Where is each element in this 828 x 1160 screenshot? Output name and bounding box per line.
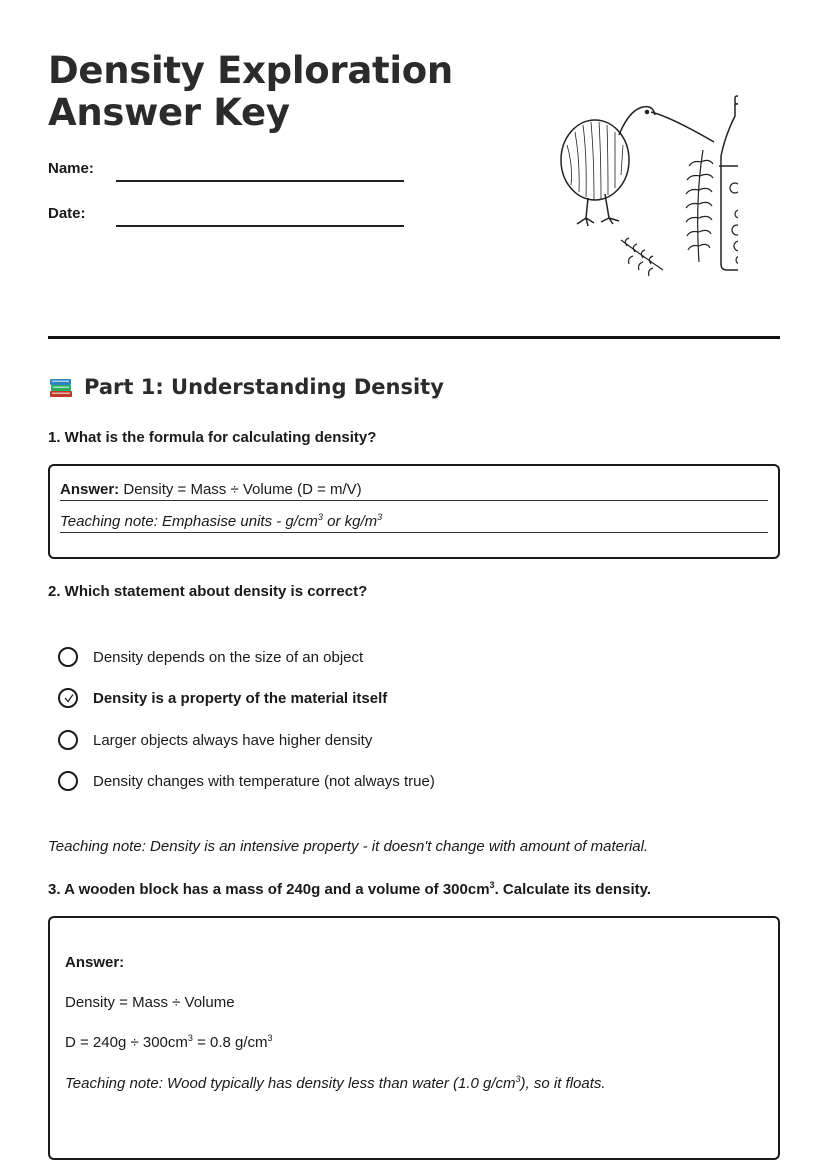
q2-teaching-note: Teaching note: Density is an intensive property - it doesn't change with amount of material.: [48, 838, 649, 855]
radio-button-1[interactable]: [58, 688, 78, 708]
question-2: 2. Which statement about density is correct?: [48, 583, 368, 600]
answer-box-q1: [48, 464, 780, 559]
q1-note-sup-2: 3: [377, 512, 383, 522]
option-0[interactable]: [58, 645, 363, 669]
name-label: Name:: [48, 160, 94, 177]
option-3[interactable]: [58, 769, 435, 793]
q1-answer-text: Density = Mass ÷ Volume (D = m/V): [119, 481, 362, 498]
title-line-1: Density Exploration: [48, 49, 453, 92]
q1-note-mid: or kg/m: [322, 513, 378, 530]
q3-question-prefix: 3. A wooden block has a mass of 240g and a volume of 300cm: [48, 881, 490, 898]
title-line-2: Answer Key: [48, 91, 290, 134]
question-1: 1. What is the formula for calculating density?: [48, 429, 377, 446]
q3-note-sup: 3: [515, 1074, 521, 1084]
part1-title: Part 1: Understanding Density: [84, 375, 444, 399]
q1-teaching-note: [60, 513, 382, 530]
q3-answer-line-1: Density = Mass ÷ Volume: [65, 994, 235, 1011]
option-1[interactable]: [58, 686, 387, 710]
option-0-label: Density depends on the size of an object: [93, 648, 364, 666]
q3-line2-mid: = 0.8 g/cm: [192, 1034, 268, 1051]
q1-note-prefix: Teaching note: Emphasise units - g/cm: [60, 513, 318, 530]
radio-button-3[interactable]: [58, 771, 78, 791]
q1-note-underline: [60, 532, 768, 533]
radio-button-2[interactable]: [58, 730, 78, 750]
answer-box-q3: [48, 916, 780, 1160]
option-1-label: Density is a property of the material itself: [93, 689, 388, 707]
option-2-label: Larger objects always have higher density: [93, 731, 373, 749]
checkmark-icon: [63, 692, 75, 704]
option-2[interactable]: [58, 728, 372, 752]
q3-answer-line-2: [65, 1034, 273, 1051]
bottle-with-bubbles-icon: [719, 96, 738, 270]
fern-icon: [621, 150, 713, 276]
radio-button-0[interactable]: [58, 647, 78, 667]
question-3: [48, 881, 651, 898]
q3-question-suffix: . Calculate its density.: [494, 881, 652, 898]
q1-answer-underline: [60, 500, 768, 501]
page-title: [48, 50, 453, 134]
q3-line2-sup-1: 3: [187, 1033, 193, 1043]
q1-answer: [60, 481, 362, 498]
date-label: Date:: [48, 205, 86, 222]
q3-answer-label: Answer:: [65, 954, 125, 971]
option-3-label: Density changes with temperature (not always true): [93, 772, 435, 790]
kiwi-bird-icon: [561, 107, 714, 226]
q3-note-prefix: Teaching note: Wood typically has density less than water (1.0 g/cm: [65, 1075, 516, 1092]
name-field-line[interactable]: [116, 180, 404, 182]
header-illustration: [553, 90, 738, 285]
section-divider: [48, 336, 780, 339]
q3-question-sup: 3: [489, 880, 495, 890]
q3-note-suffix: ), so it floats.: [520, 1075, 606, 1092]
date-field-line[interactable]: [116, 225, 404, 227]
q3-line2-prefix: D = 240g ÷ 300cm: [65, 1034, 188, 1051]
q3-line2-sup-2: 3: [267, 1033, 273, 1043]
q3-teaching-note: [65, 1075, 606, 1092]
q1-note-sup-1: 3: [317, 512, 323, 522]
books-icon: [48, 374, 74, 400]
q1-answer-label: Answer:: [60, 481, 120, 498]
part1-heading: [48, 374, 444, 400]
